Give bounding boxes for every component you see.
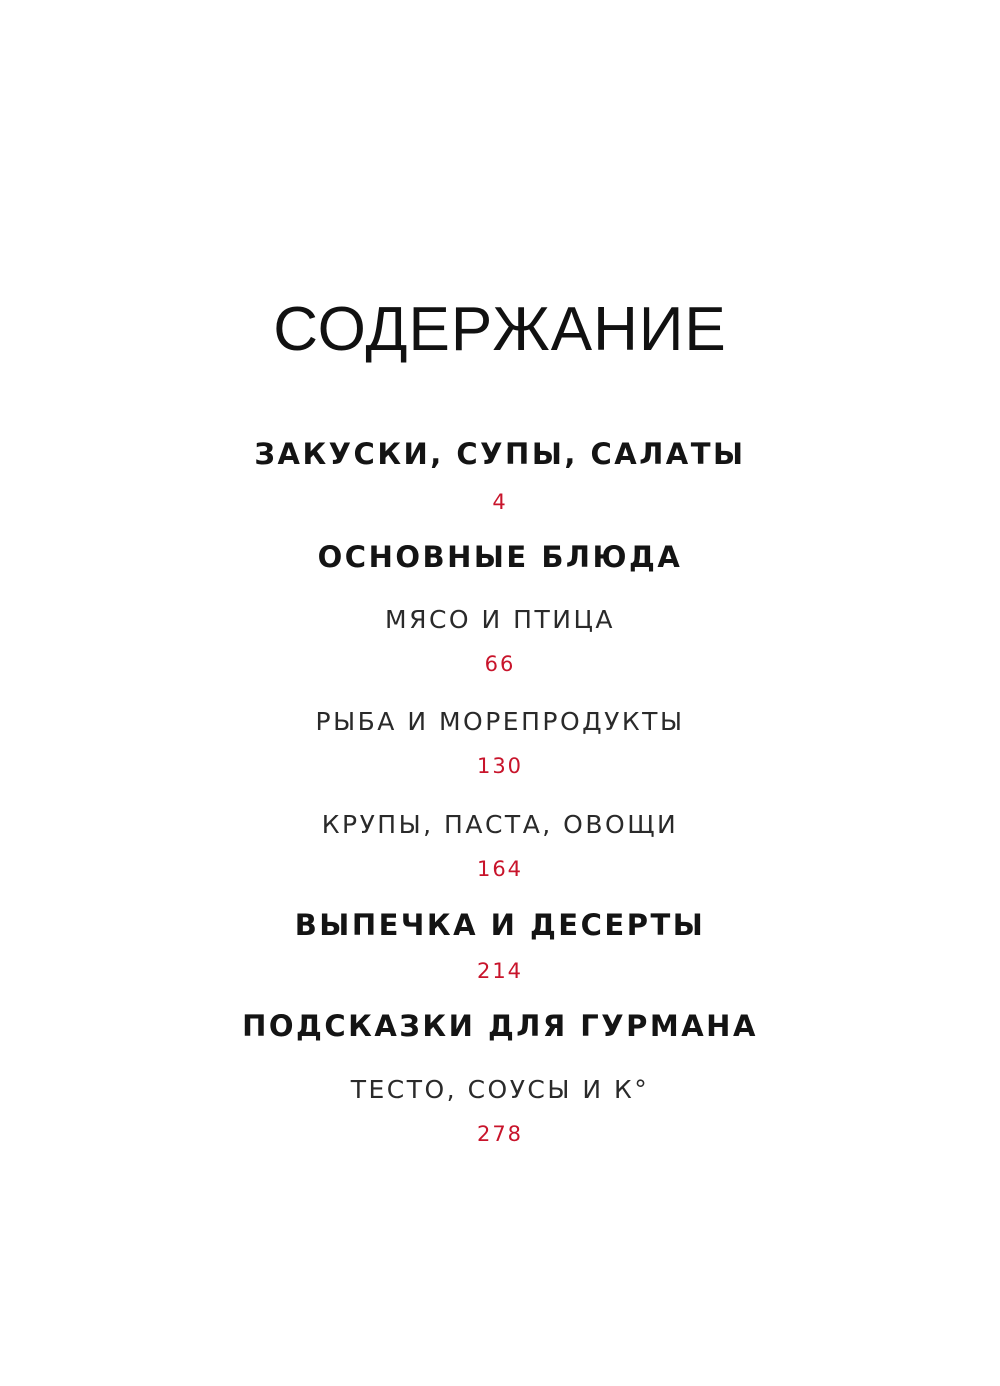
toc-section-main-dishes: ОСНОВНЫЕ БЛЮДА — [317, 540, 683, 574]
toc-subsection-grains-pasta-vegetables: КРУПЫ, ПАСТА, ОВОЩИ — [321, 810, 679, 839]
toc-section-baking-desserts: ВЫПЕЧКА И ДЕСЕРТЫ — [294, 908, 706, 942]
toc-page-number: 66 — [484, 652, 516, 676]
toc-subsection-dough-sauces: ТЕСТО, СОУСЫ И К° — [350, 1075, 650, 1104]
toc-subsection-fish-seafood: РЫБА И МОРЕПРОДУКТЫ — [315, 707, 685, 736]
toc-page-number: 4 — [492, 490, 508, 514]
toc-page-number: 130 — [476, 754, 524, 778]
page-title: СОДЕРЖАНИЕ — [273, 295, 727, 364]
toc-page-number: 214 — [476, 959, 524, 983]
toc-section-gourmet-tips: ПОДСКАЗКИ ДЛЯ ГУРМАНА — [242, 1009, 758, 1043]
toc-section-appetizers: ЗАКУСКИ, СУПЫ, САЛАТЫ — [254, 437, 746, 471]
toc-subsection-meat-poultry: МЯСО И ПТИЦА — [385, 605, 615, 634]
toc-page-number: 164 — [476, 857, 524, 881]
toc-page-number: 278 — [476, 1122, 524, 1146]
